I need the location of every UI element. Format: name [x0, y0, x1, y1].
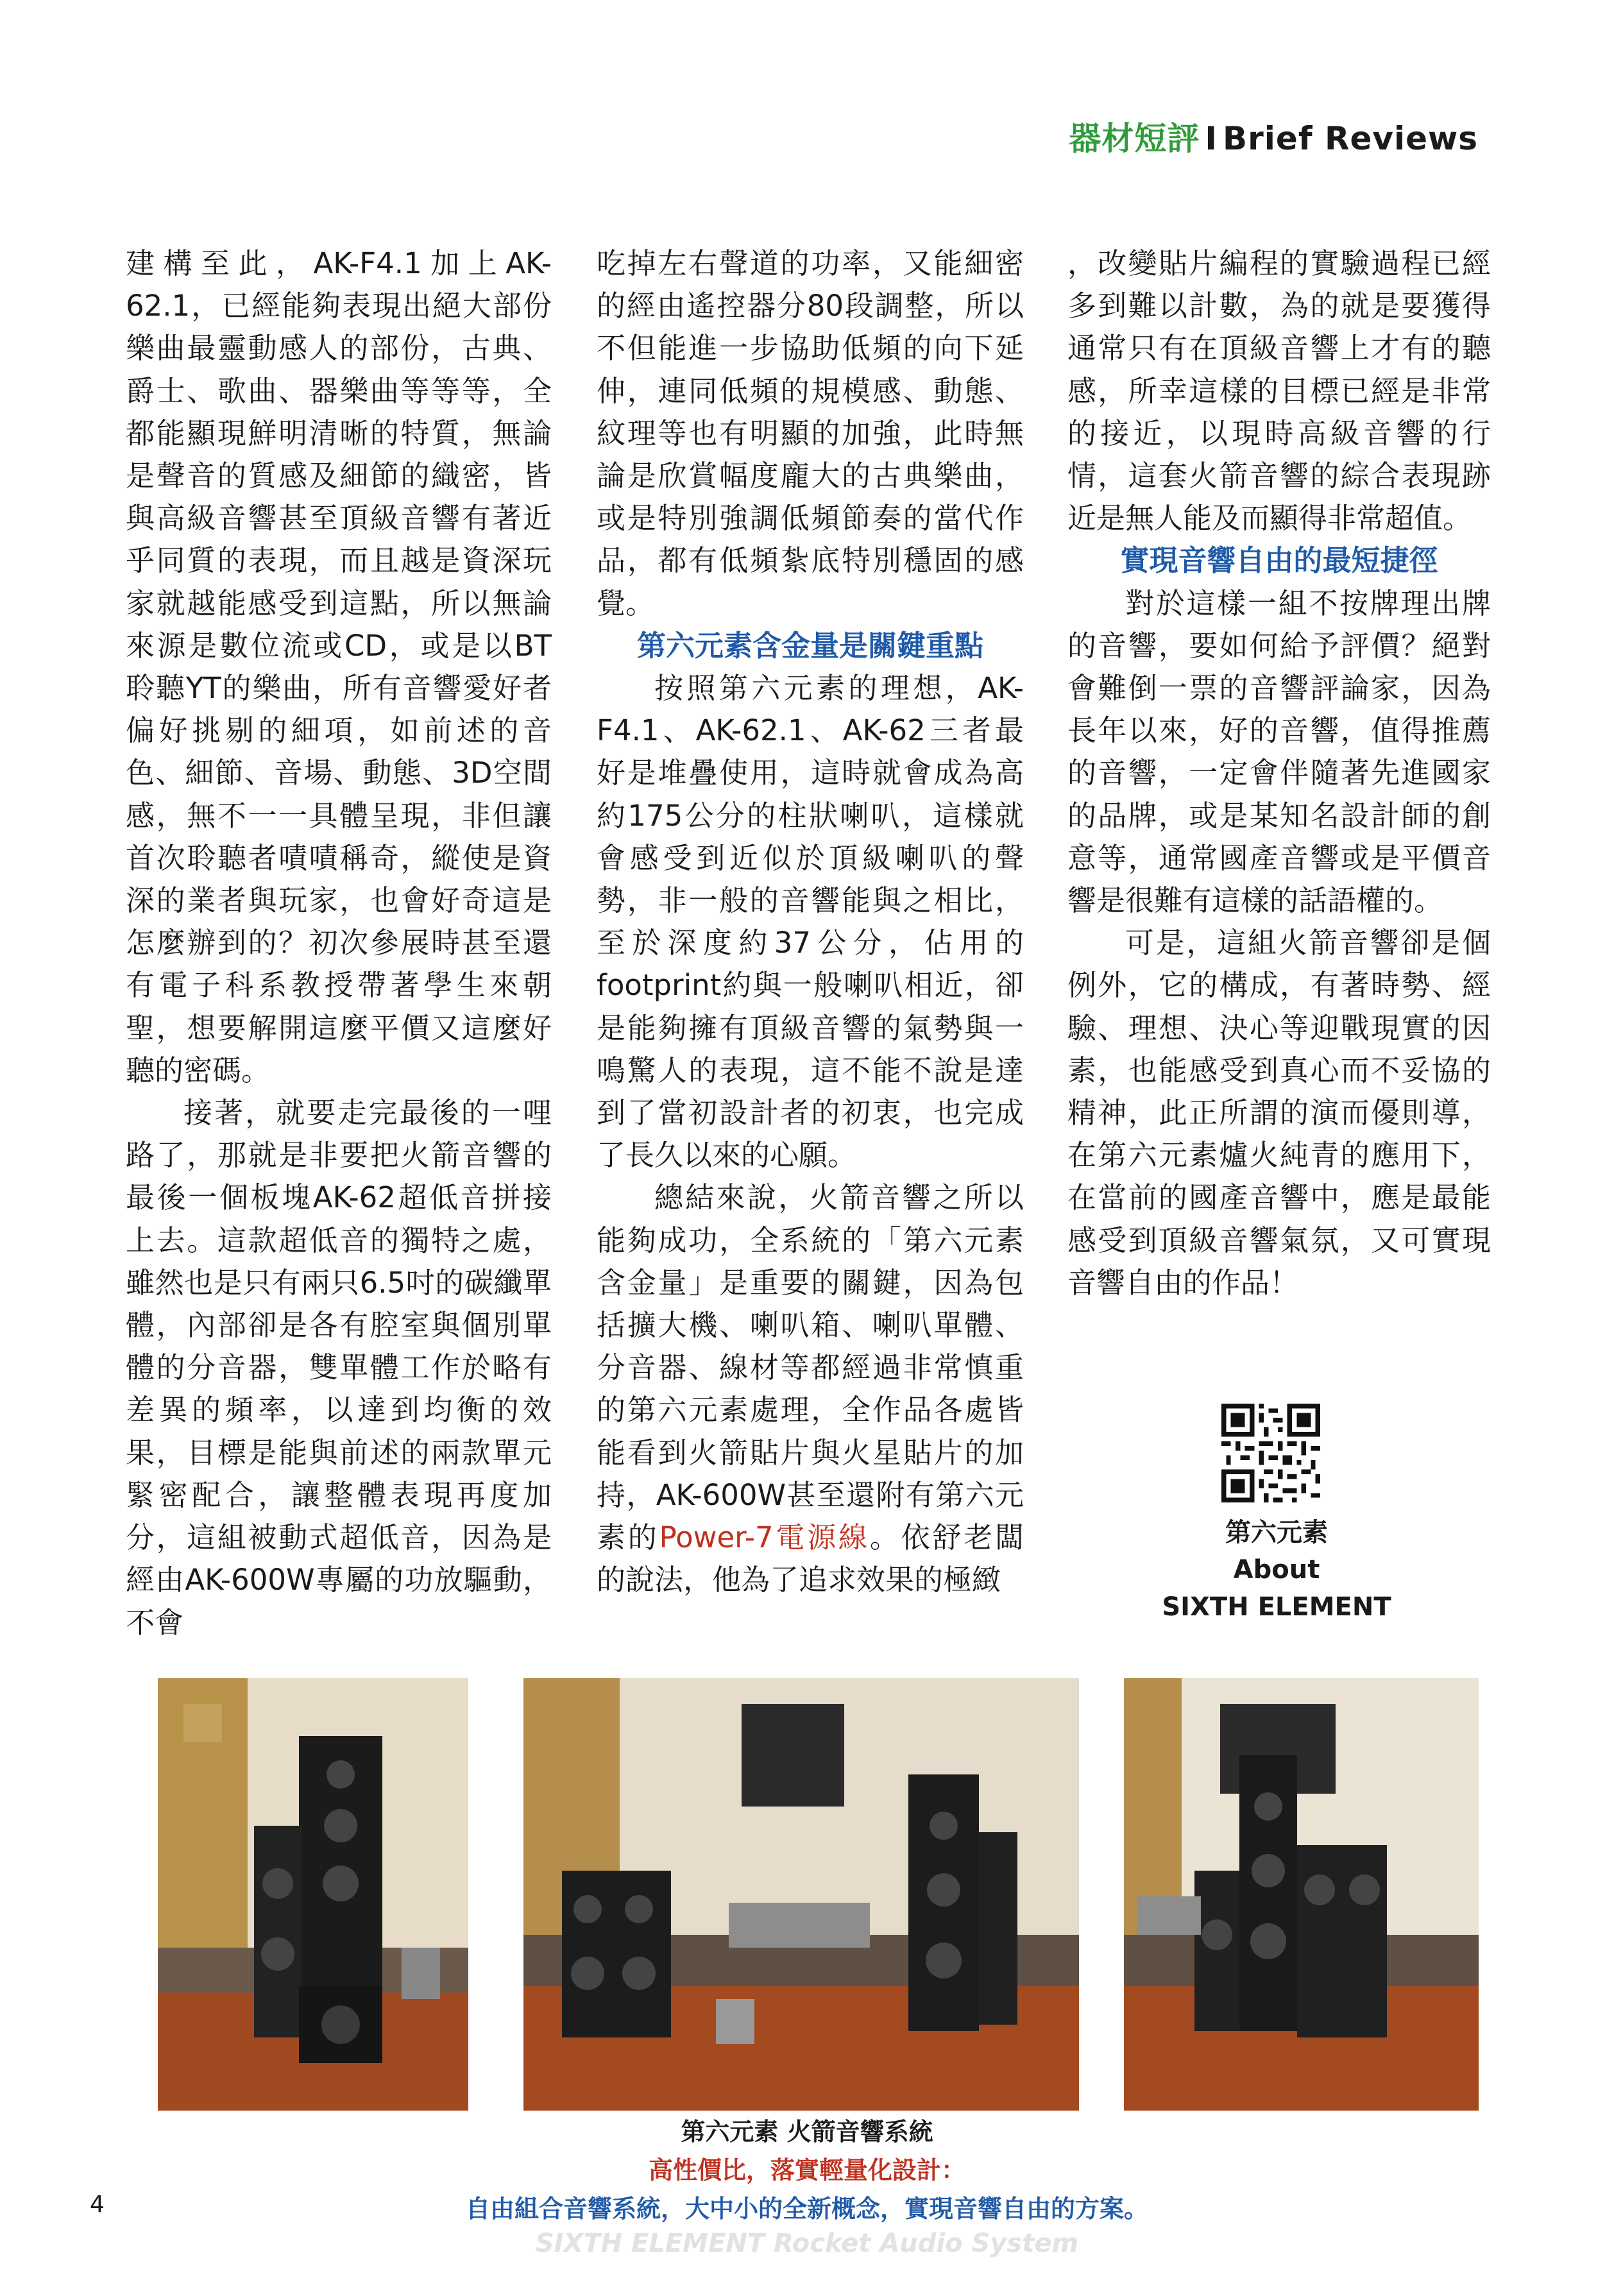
showroom-photo-2 — [523, 1678, 1079, 2111]
showroom-photo-1 — [158, 1678, 468, 2111]
about-brand-en: SIXTH ELEMENT — [1162, 1592, 1391, 1622]
caption-subtitle: 高性價比，落實輕量化設計： — [648, 2156, 965, 2184]
paragraph-text: 。依舒老闆的說法，他為了追求效果的極緻 — [597, 1520, 1024, 1597]
section-header — [1069, 113, 1478, 159]
qr-code-icon[interactable] — [1221, 1404, 1320, 1502]
caption-tagline: 自由組合音響系統，大中小的全新概念，實現音響自由的方案。 — [465, 2195, 1148, 2223]
paragraph: ，改變貼片編程的實驗過程已經多到難以計數，為的就是要獲得通常只有在頂級音響上才有的聽感，所幸這樣的目標已經是非常的接近，以現時高級音響的行情，這套火箭音響的綜合表現跡近是無人能及而顯得非常超值。 — [1067, 246, 1491, 536]
about-brand-zh: 第六元素 — [1225, 1518, 1328, 1547]
subheading: 第六元素含金量是關鍵重點 — [636, 628, 983, 663]
paragraph: 按照第六元素的理想，AK-F4.1、AK-62.1、AK-62三者最好是堆疊使用，這時就會成為高約175公分的柱狀喇叭，這樣就會感受到近似於頂級喇叭的聲勢，非一般的音響能與之相比，至於深度約37公分，佔用的footprint約與一般喇叭相近，卻是能夠擁有頂級音響的氣勢與一鳴驚人的表現，這不能不說是達到了當初設計者的初衷，也完成了長久以來的心願。 — [597, 671, 1024, 1173]
caption-title: 第六元素 火箭音響系統 — [681, 2118, 933, 2146]
paragraph: 對於這樣一組不按牌理出牌的音響，要如何給予評價？絕對會難倒一票的音響評論家，因為長年以來，好的音響，值得推薦的音響，一定會伴隨著先進國家的品牌，或是某知名設計師的創意等，通常國產音響或是平價音響是很難有這樣的話語權的。 — [1067, 586, 1491, 918]
paragraph: 建構至此，AK-F4.1加上AK-62.1，已經能夠表現出絕大部份樂曲最靈動感人的部份，古典、爵士、歌曲、器樂曲等等等，全都能顯現鮮明清晰的特質，無論是聲音的質感及細節的織密，皆與高級音響甚至頂級音響有著近乎同質的表現，而且越是資深玩家就越能感受到這點，所以無論來源是數位流或CD，或是以BT聆聽YT的樂曲，所有音響愛好者偏好挑剔的細項，如前述的音色、細節、音場、動態、3D空間感，無不一一具體呈現，非但讓首次聆聽者嘖嘖稱奇，縱使是資深的業者與玩家，也會好奇這是怎麼辦到的？初次參展時甚至還有電子科系教授帶著學生來朝聖，想要解開這麼平價又這麼好聽的密碼。 — [126, 246, 552, 1087]
paragraph: 可是，這組火箭音響卻是個例外，它的構成，有著時勢、經驗、理想、決心等迎戰現實的因素，也能感受到真心而不妥協的精神，此正所謂的演而優則導，在第六元素爐火純青的應用下，在當前的國產音響中，應是最能感受到頂級音響氣氛，又可實現音響自由的作品！ — [1067, 926, 1491, 1300]
caption-watermark: SIXTH ELEMENT Rocket Audio System — [535, 2229, 1079, 2258]
paragraph-text: 總結來說，火箭音響之所以能夠成功，全系統的「第六元素含金量」是重要的關鍵，因為包括擴大機、喇叭箱、喇叭單體、分音器、線材等都經過非常慎重的第六元素處理，全作品各處皆能看到火箭貼片與火星貼片的加持，AK-600W甚至還附有第六元素的 — [597, 1180, 1024, 1555]
header-separator: I — [1205, 120, 1218, 157]
about-link[interactable] — [1142, 1514, 1411, 1626]
section-title-zh: 器材短評 — [1069, 120, 1200, 157]
power-cable-highlight: Power-7電源線 — [659, 1520, 870, 1555]
paragraph: 吃掉左右聲道的功率，又能細密的經由遙控器分80段調整，所以不但能進一步協助低頻的向下延伸，連同低頻的規模感、動態、紋理等也有明顯的加強，此時無論是欣賞幅度龐大的古典樂曲，或是特別強調低頻節奏的當代作品，都有低頻紮底特別穩固的感覺。 — [597, 246, 1024, 620]
article-column-2 — [597, 242, 1024, 1602]
page-number: 4 — [90, 2191, 105, 2218]
subheading: 實現音響自由的最短捷徑 — [1120, 543, 1438, 578]
showroom-photo-3 — [1124, 1678, 1479, 2111]
paragraph — [597, 1177, 1024, 1601]
about-label: About — [1233, 1555, 1320, 1585]
article-column-1 — [126, 242, 552, 1644]
section-title-en: Brief Reviews — [1223, 120, 1478, 157]
paragraph: 接著，就要走完最後的一哩路了，那就是非要把火箭音響的最後一個板塊AK-62超低音拼接上去。這款超低音的獨特之處，雖然也是只有兩只6.5吋的碳纖單體，內部卻是各有腔室與個別單體的分音器，雙單體工作於略有差異的頻率，以達到均衡的效果，目標是能與前述的兩款單元緊密配合，讓整體表現再度加分，這組被動式超低音，因為是經由AK-600W專屬的功放驅動，不會 — [126, 1096, 552, 1640]
article-column-3 — [1067, 242, 1491, 1304]
